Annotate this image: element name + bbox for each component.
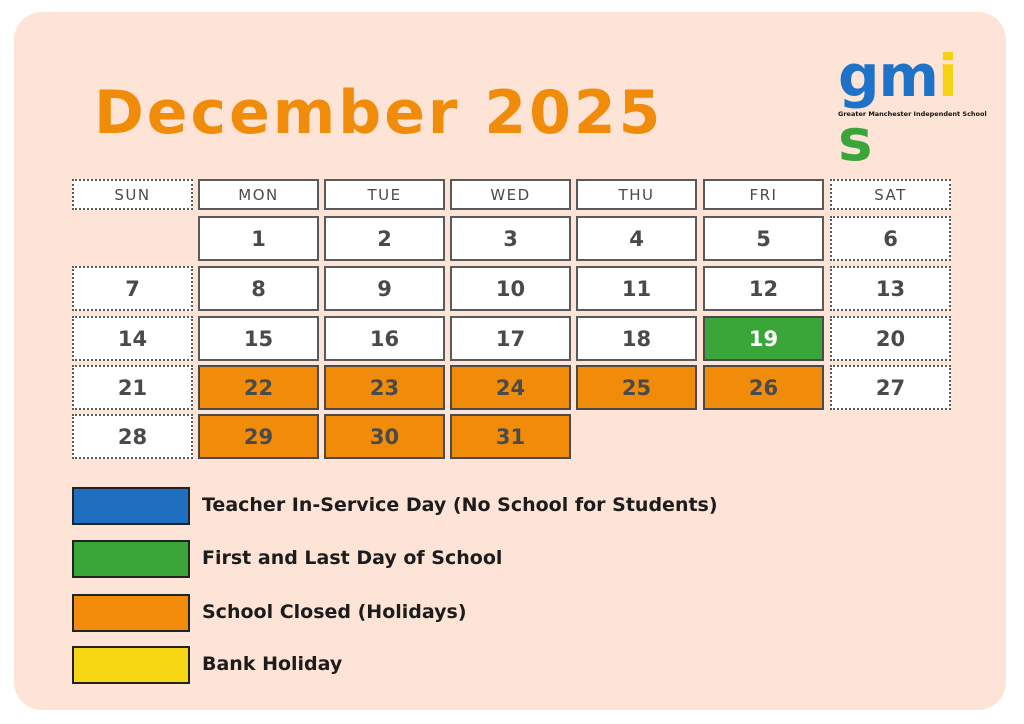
day-cell-29: 29 <box>198 414 319 459</box>
school-logo <box>838 42 987 174</box>
day-cell-12: 12 <box>703 266 824 311</box>
day-cell-17: 17 <box>450 316 571 361</box>
weekday-header-sat: SAT <box>830 179 951 210</box>
day-cell-9: 9 <box>324 266 445 311</box>
weekday-header-fri: FRI <box>703 179 824 210</box>
day-cell-2: 2 <box>324 216 445 261</box>
weekday-header-mon: MON <box>198 179 319 210</box>
day-cell-19: 19 <box>703 316 824 361</box>
legend-label: Teacher In-Service Day (No School for Students) <box>202 494 718 516</box>
logo-subtitle: Greater Manchester Independent School <box>838 110 987 118</box>
day-cell-3: 3 <box>450 216 571 261</box>
day-cell-31: 31 <box>450 414 571 459</box>
legend-swatch <box>72 594 190 632</box>
day-cell-25: 25 <box>576 365 697 410</box>
day-cell-8: 8 <box>198 266 319 311</box>
day-cell-30: 30 <box>324 414 445 459</box>
day-cell-26: 26 <box>703 365 824 410</box>
logo-letter-i: i <box>937 42 957 110</box>
logo-letter-g: g <box>838 42 879 110</box>
legend-swatch <box>72 487 190 525</box>
day-cell-10: 10 <box>450 266 571 311</box>
legend-swatch <box>72 540 190 578</box>
day-cell-13: 13 <box>830 266 951 311</box>
day-cell-20: 20 <box>830 316 951 361</box>
day-cell-18: 18 <box>576 316 697 361</box>
day-cell-24: 24 <box>450 365 571 410</box>
day-cell-16: 16 <box>324 316 445 361</box>
logo-letter-s: s <box>838 106 872 174</box>
legend-swatch <box>72 646 190 684</box>
logo-letter-m: m <box>878 42 938 110</box>
day-cell-27: 27 <box>830 365 951 410</box>
day-cell-5: 5 <box>703 216 824 261</box>
day-cell-11: 11 <box>576 266 697 311</box>
weekday-header-wed: WED <box>450 179 571 210</box>
month-title: December 2025 <box>94 78 664 148</box>
day-cell-21: 21 <box>72 365 193 410</box>
day-cell-28: 28 <box>72 414 193 459</box>
day-cell-4: 4 <box>576 216 697 261</box>
day-cell-15: 15 <box>198 316 319 361</box>
weekday-header-sun: SUN <box>72 179 193 210</box>
weekday-header-thu: THU <box>576 179 697 210</box>
legend-label: First and Last Day of School <box>202 547 503 569</box>
legend-label: School Closed (Holidays) <box>202 601 467 623</box>
day-cell-22: 22 <box>198 365 319 410</box>
day-cell-7: 7 <box>72 266 193 311</box>
legend-label: Bank Holiday <box>202 653 343 675</box>
day-cell-23: 23 <box>324 365 445 410</box>
day-cell-6: 6 <box>830 216 951 261</box>
day-cell-1: 1 <box>198 216 319 261</box>
weekday-header-tue: TUE <box>324 179 445 210</box>
day-cell-14: 14 <box>72 316 193 361</box>
